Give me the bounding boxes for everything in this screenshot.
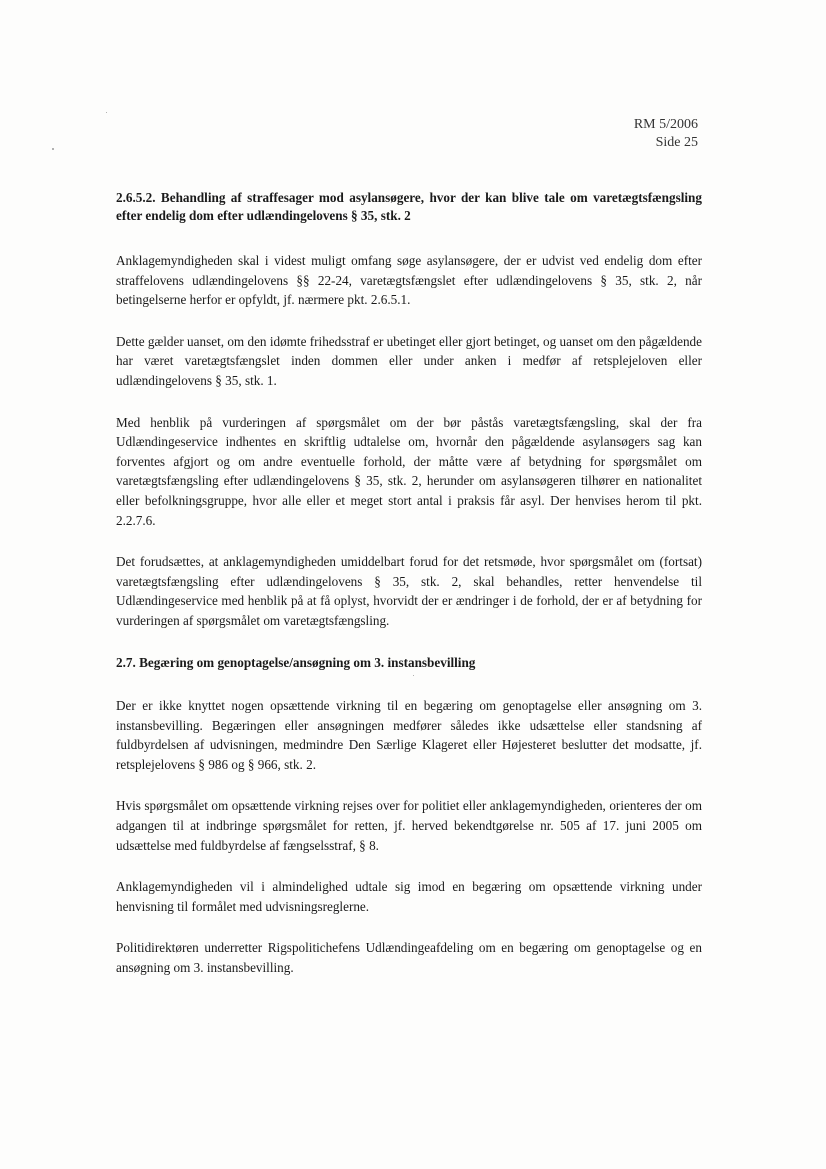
paragraph: Dette gælder uanset, om den idømte frihedsstraf er ubetinget eller gjort betinget, og uanset om den pågældende har været varetægtsfængslet inden dommen eller under anken i medfør af retsplejeloven eller udlændingelovens § 35, stk. 1. bbox=[116, 333, 702, 388]
paragraph: Anklagemyndigheden skal i videst muligt omfang søge asylansøgere, der er udvist ved endelig dom efter straffelovens udlændingelovens §§ 22-24, varetægtsfængslet efter udlændingelovens § 35, stk. 2, når betingelserne herfor er opfyldt, jf. nærmere pkt. 2.6.5.1. bbox=[116, 253, 702, 308]
paragraph: Der er ikke knyttet nogen opsættende virkning til en begæring om genoptagelse eller ansøgning om 3. instansbevilling. Begæringen eller ansøgningen medfører således ikke udsættelse eller standsning af fuldbyrdelsen af udvisningen, medmindre Den Særlige Klageret eller Højesteret beslutter det modsatte, jf. retsplejelovens § 986 og § 966, stk. 2. bbox=[116, 698, 702, 772]
scan-speck bbox=[52, 148, 54, 150]
section-heading-2-7: 2.7. Begæring om genoptagelse/ansøgning om 3. instansbevilling bbox=[116, 654, 476, 670]
scan-speck bbox=[106, 112, 107, 113]
section-heading-2-6-5-2: 2.6.5.2. Behandling af straffesager mod asylansøgere, hvor der kan blive tale om varetægtsfængsling efter endelig dom efter udlændingelovens § 35, stk. 2 bbox=[116, 190, 702, 223]
document-body bbox=[116, 189, 702, 1000]
paragraph: Det forudsættes, at anklagemyndigheden umiddelbart forud for det retsmøde, hvor spørgsmålet om (fortsat) varetægtsfængsling efter udlændingelovens § 35, stk. 2, skal behandles, retter henvendelse til Udlændingeservice med henblik på at få oplyst, hvorvidt der er ændringer i de forhold, der er af betydning for vurderingen af spørgsmålet om varetægtsfængsling. bbox=[116, 554, 702, 628]
paragraph: Politidirektøren underretter Rigspolitichefens Udlændingeafdeling om en begæring om genoptagelse og en ansøgning om 3. instansbevilling. bbox=[116, 940, 702, 976]
document-header bbox=[634, 116, 698, 152]
paragraph: Hvis spørgsmålet om opsættende virkning rejses over for politiet eller anklagemyndigheden, orienteres der om adgangen til at indbringe spørgsmålet for retten, jf. herved bekendtgørelse nr. 505 af 17. juni 2005 om udsættelse med fuldbyrdelse af fængselsstraf, § 8. bbox=[116, 798, 702, 853]
document-reference: RM 5/2006 bbox=[633, 117, 698, 132]
paragraph: Anklagemyndigheden vil i almindelighed udtale sig imod en begæring om opsættende virkning under henvisning til formålet med udvisningsreglerne. bbox=[116, 879, 702, 914]
page-number: Side 25 bbox=[655, 135, 698, 150]
paragraph: Med henblik på vurderingen af spørgsmålet om der bør påstås varetægtsfængsling, skal der fra Udlændingeservice indhentes en skriftlig udtalelse om, hvornår den pågældende asylansøgers sag kan forventes afgjort og om andre eventuelle forhold, der måtte være af betydning for spørgsmålet om varetægtsfængsling efter udlændingelovens § 35, stk. 2, herunder om asylansøgeren tilhører en nationalitet eller befolkningsgruppe, hvor alle eller et meget stort antal i praksis får asyl. Der henvises herom til pkt. 2.2.7.6. bbox=[116, 414, 702, 528]
